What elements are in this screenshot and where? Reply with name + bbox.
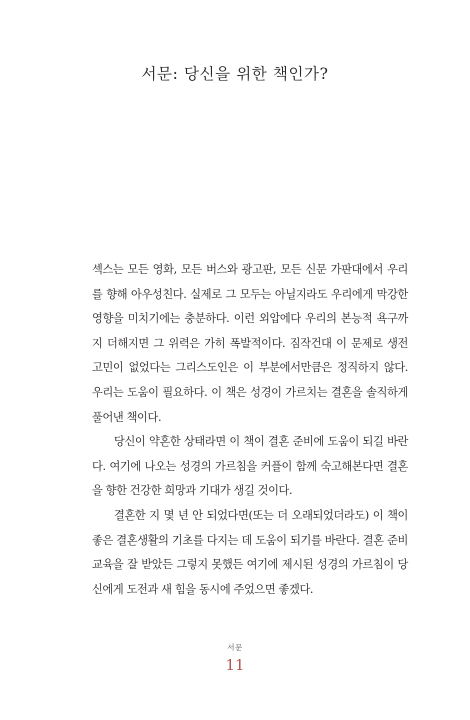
page-number: 11	[225, 656, 245, 674]
paragraph-3: 결혼한 지 몇 년 안 되었다면(또는 더 오래되었더라도) 이 책이 좋은 결혼생활의 기초를 다지는 데 도움이 되기를 바란다. 결혼 준비 교육을 잘 받았든 그렇지 못했든 여기에 제시된 성경의 가르침이 당신에게 도전과 새 힘을 동시에 주었으면 좋겠다.	[92, 508, 408, 596]
paragraph-1: 섹스는 모든 영화, 모든 버스와 광고판, 모든 신문 가판대에서 우리를 향해 아우성친다. 실제로 그 모두는 아닐지라도 우리에게 막강한 영향을 미치기에는 충분하다. 이런 외압에다 우리의 본능적 욕구까지 더해지면 그 위력은 가히 폭발적이다. 짐작건대 이 문제로 생전 고민이 없었다는 그리스도인은 이 부분에서만큼은 정직하지 않다. 우리는 도움이 필요하다. 이 책은 성경이 가르치는 결혼을 솔직하게 풀어낸 책이다.	[92, 263, 408, 424]
running-footer-label: 서문	[227, 643, 243, 652]
page-title: 서문: 당신을 위한 책인가?	[141, 65, 329, 83]
body-text	[92, 258, 408, 602]
paragraph-2: 당신이 약혼한 상태라면 이 책이 결혼 준비에 도움이 되길 바란다. 여기에 나오는 성경의 가르침을 커플이 함께 숙고해본다면 결혼을 향한 건강한 희망과 기대가 생길 것이다.	[92, 435, 408, 498]
